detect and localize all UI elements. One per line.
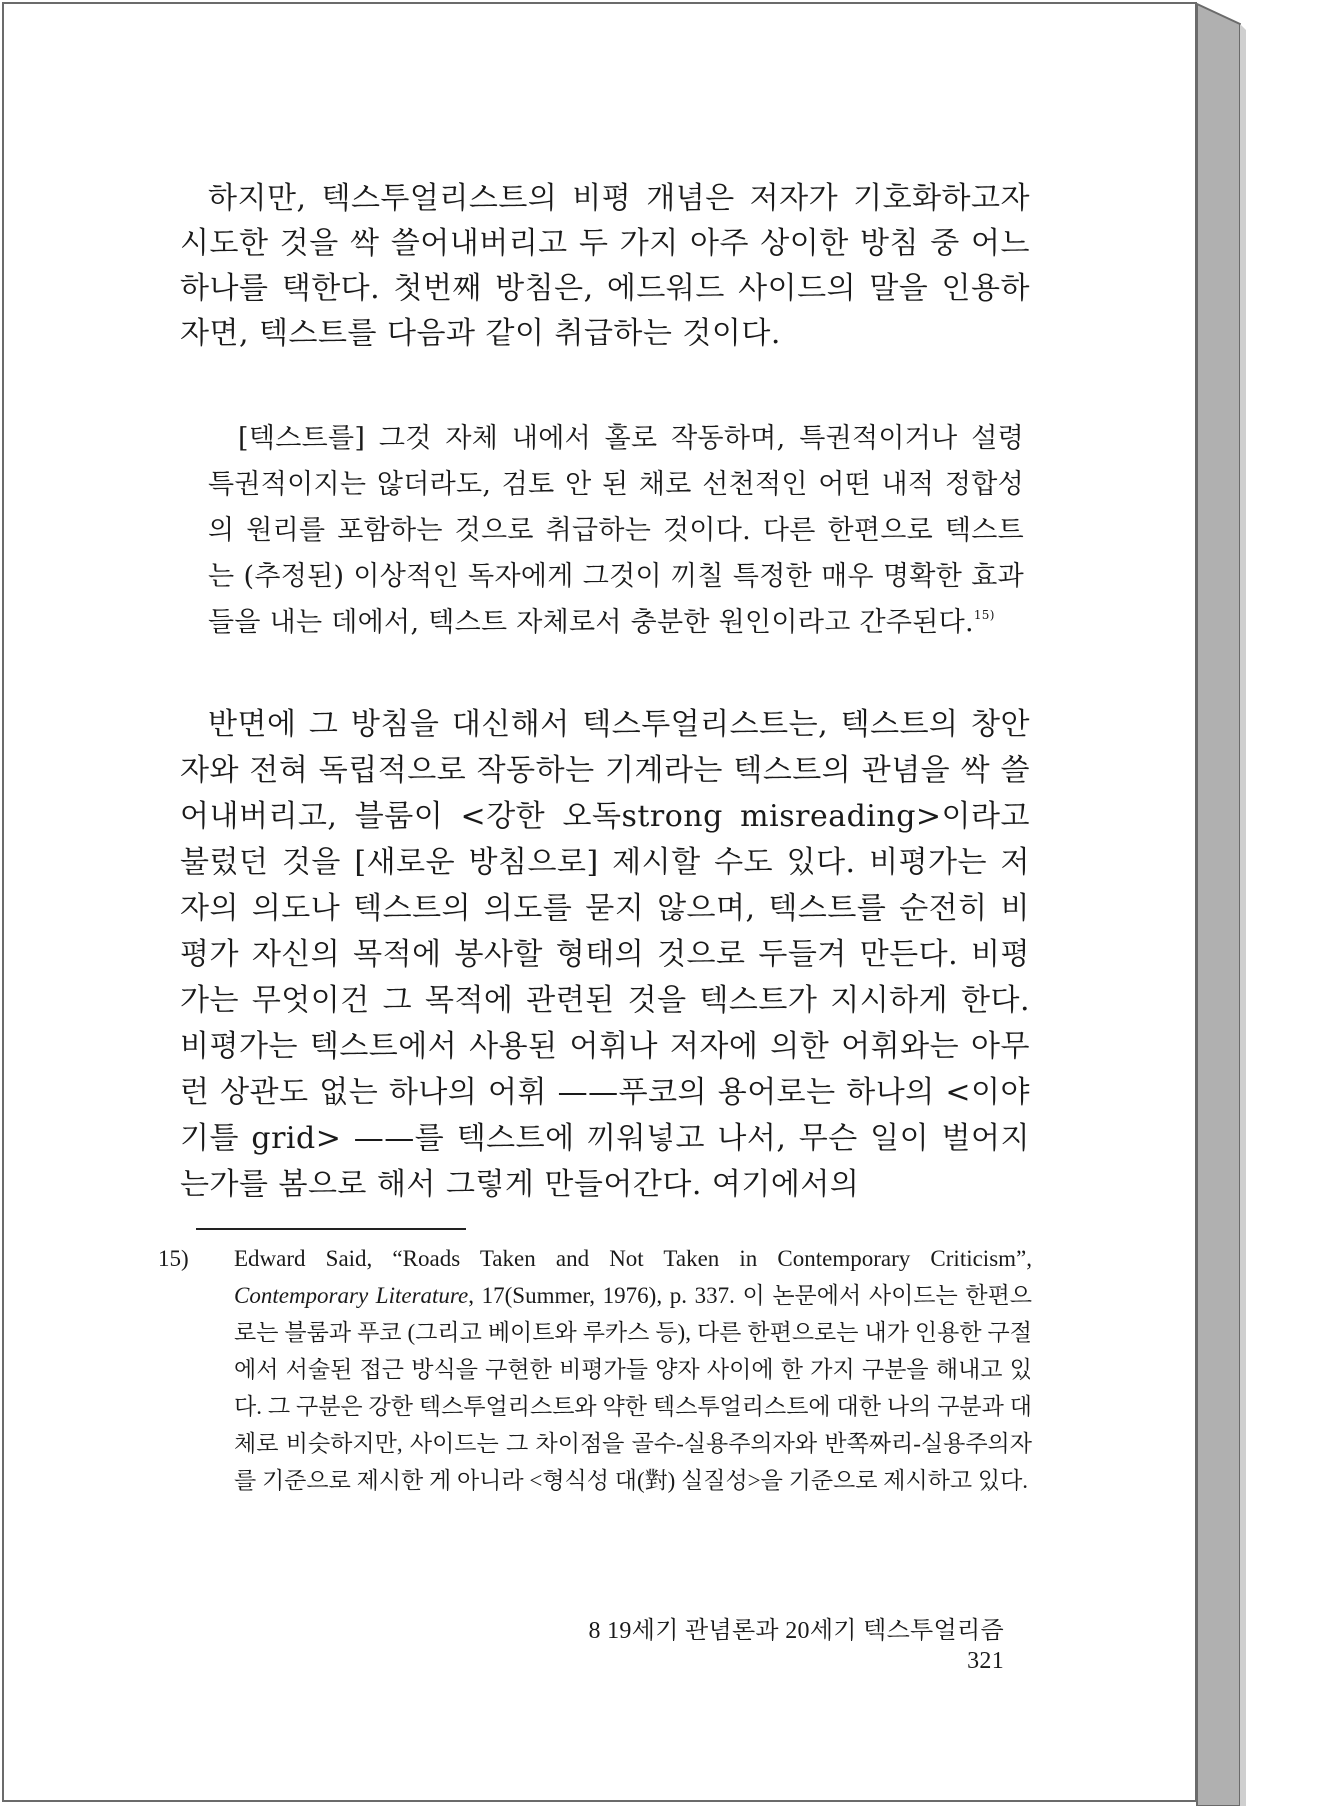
footnote-citation: Edward Said, “Roads Taken and Not Taken in Contemporary Criticism”, — [234, 1246, 1032, 1271]
body-paragraph-2: 반면에 그 방침을 대신해서 텍스투얼리스트는, 텍스트의 창안자와 전혀 독립적으로 작동하는 기계라는 텍스트의 관념을 싹 쓸어내버리고, 블룸이 <강한 오독strong misreading>이라고 불렀던 것을 [새로운 방침으로] 제시할 수도 있다. 비평가는 저자의 의도나 텍스트의 의도를 묻지 않으며, 텍스트를 순전히 비평가 자신의 목적에 봉사할 형태의 것으로 두들겨 만든다. 비평가는 무엇이건 그 목적에 관련된 것을 텍스트가 지시하게 한다. 비평가는 텍스트에서 사용된 어휘나 저자에 의한 어휘와는 아무런 상관도 없는 하나의 어휘 ——푸코의 용어로는 하나의 <이야기틀 grid> ——를 텍스트에 끼워넣고 나서, 무슨 일이 벌어지는가를 봄으로 해서 그렇게 만들어간다. 여기에서의 — [180, 707, 1030, 1202]
page — [2, 2, 1197, 1802]
footnote-15 — [158, 1240, 1033, 1499]
block-quote — [208, 416, 1024, 646]
quote-text: [텍스트를] 그것 자체 내에서 홀로 작동하며, 특권적이거나 설령 특권적이지는 않더라도, 검토 안 된 채로 선천적인 어떤 내적 정합성의 원리를 포함하는 것으로 취급하는 것이다. 다른 한편으로 텍스트는 (추정된) 이상적인 독자에게 그것이 끼칠 특정한 매우 명확한 효과들을 내는 데에서, 텍스트 자체로서 충분한 원인이라고 간주된다. — [208, 423, 1024, 638]
chapter-title: 8 19세기 관념론과 20세기 텍스투얼리즘 — [588, 1618, 1004, 1644]
footnote-journal-title: Contemporary Literature — [234, 1283, 469, 1308]
footnote-number: 15) — [158, 1246, 189, 1271]
page-text — [4, 4, 1199, 1804]
page-number: 321 — [967, 1648, 1004, 1674]
footnote-text: , 17(Summer, 1976), p. 337. 이 논문에서 사이드는 한편으로는 블룸과 푸코 (그리고 베이트와 루카스 등), 다른 한편으로는 내가 인용한 구절에서 서술된 접근 방식을 구현한 비평가들 양자 사이에 한 가지 구분을 해내고 있다. 그 구분은 강한 텍스투얼리스트와 약한 텍스투얼리스트에 대한 나의 구분과 대체로 비슷하지만, 사이드는 그 차이점을 골수-실용주의자와 반쪽짜리-실용주의자를 기준으로 제시한 게 아니라 <형식성 대(對) 실질성>을 기준으로 제시하고 있다. — [234, 1283, 1033, 1493]
footnote-divider — [196, 1228, 466, 1230]
body-paragraph-1: 하지만, 텍스투얼리스트의 비평 개념은 저자가 기호화하고자 시도한 것을 싹 쓸어내버리고 두 가지 아주 상이한 방침 중 어느 하나를 택한다. 첫번째 방침은, 에드워드 사이드의 말을 인용하자면, 텍스트를 다음과 같이 취급하는 것이다. — [180, 181, 1030, 351]
running-footer — [564, 1616, 1004, 1676]
footnote-reference[interactable]: 15) — [973, 608, 995, 622]
